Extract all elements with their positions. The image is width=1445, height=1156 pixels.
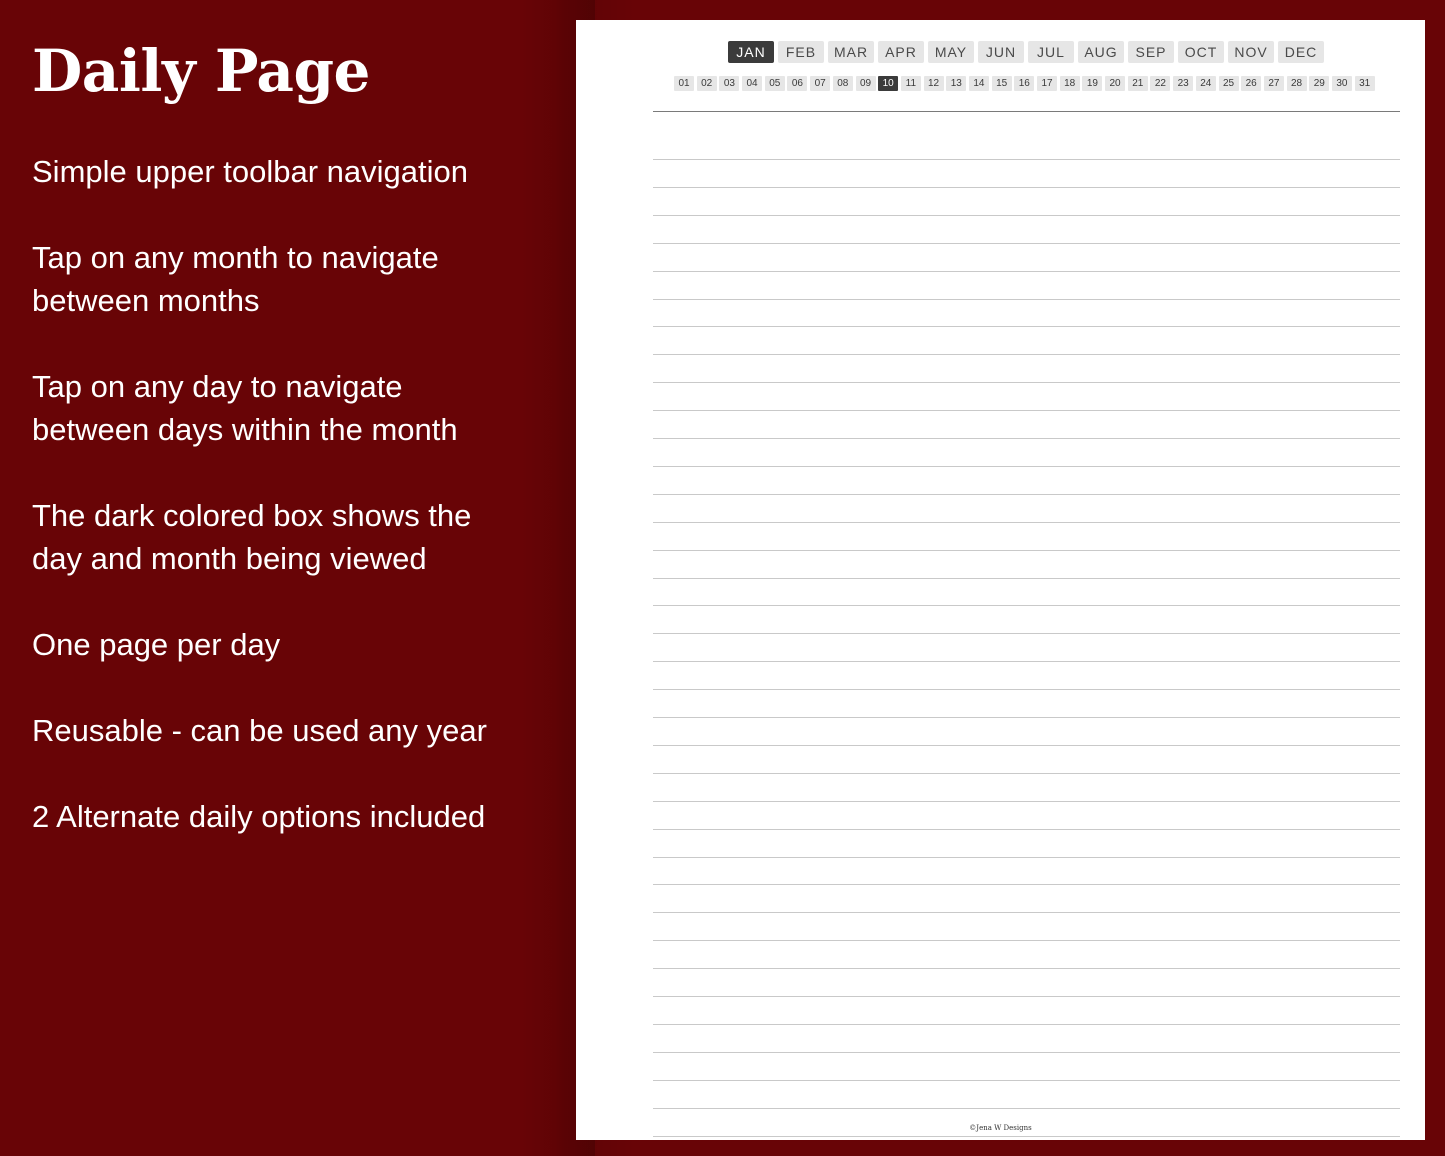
writing-line — [653, 717, 1400, 718]
feature-list — [32, 150, 532, 838]
month-toolbar — [728, 41, 1324, 63]
day-tab-26[interactable]: 26 — [1241, 76, 1261, 91]
writing-line — [653, 1136, 1400, 1137]
planner-page — [576, 20, 1425, 1140]
writing-line — [653, 494, 1400, 495]
month-tab-oct[interactable]: OCT — [1178, 41, 1224, 63]
feature-item — [32, 236, 532, 322]
day-tab-09[interactable]: 09 — [856, 76, 876, 91]
day-tab-22[interactable]: 22 — [1150, 76, 1170, 91]
writing-line — [653, 745, 1400, 746]
writing-line — [653, 857, 1400, 858]
day-tab-01[interactable]: 01 — [674, 76, 694, 91]
writing-line — [653, 215, 1400, 216]
writing-line — [653, 438, 1400, 439]
writing-line — [653, 271, 1400, 272]
day-tab-08[interactable]: 08 — [833, 76, 853, 91]
month-tab-dec[interactable]: DEC — [1278, 41, 1324, 63]
writing-line — [653, 578, 1400, 579]
feature-item — [32, 494, 532, 580]
feature-text: 2 Alternate daily options included — [32, 799, 486, 834]
writing-line — [653, 243, 1400, 244]
feature-text: between days within the month — [32, 412, 458, 447]
day-tab-21[interactable]: 21 — [1128, 76, 1148, 91]
writing-line — [653, 354, 1400, 355]
writing-line — [653, 1080, 1400, 1081]
copyright-text: ©Jena W Designs — [969, 1124, 1032, 1132]
writing-line — [653, 326, 1400, 327]
writing-line — [653, 382, 1400, 383]
writing-line — [653, 466, 1400, 467]
feature-text: Tap on any day to navigate — [32, 369, 403, 404]
feature-text: between months — [32, 283, 260, 318]
day-tab-03[interactable]: 03 — [719, 76, 739, 91]
feature-item — [32, 795, 532, 838]
day-tab-24[interactable]: 24 — [1196, 76, 1216, 91]
feature-item — [32, 365, 532, 451]
month-tab-feb[interactable]: FEB — [778, 41, 824, 63]
month-tab-nov[interactable]: NOV — [1228, 41, 1274, 63]
day-tab-19[interactable]: 19 — [1082, 76, 1102, 91]
writing-line — [653, 1108, 1400, 1109]
day-tab-07[interactable]: 07 — [810, 76, 830, 91]
writing-line — [653, 912, 1400, 913]
month-tab-sep[interactable]: SEP — [1128, 41, 1174, 63]
month-tab-jul[interactable]: JUL — [1028, 41, 1074, 63]
writing-line — [653, 884, 1400, 885]
day-tab-31[interactable]: 31 — [1355, 76, 1375, 91]
feature-text: One page per day — [32, 627, 281, 662]
feature-item — [32, 150, 532, 193]
feature-text: Tap on any month to navigate — [32, 240, 439, 275]
writing-line — [653, 996, 1400, 997]
writing-line — [653, 661, 1400, 662]
day-tab-29[interactable]: 29 — [1309, 76, 1329, 91]
month-tab-jun[interactable]: JUN — [978, 41, 1024, 63]
month-tab-apr[interactable]: APR — [878, 41, 924, 63]
day-tab-23[interactable]: 23 — [1173, 76, 1193, 91]
writing-line — [653, 940, 1400, 941]
writing-line — [653, 801, 1400, 802]
day-tab-28[interactable]: 28 — [1287, 76, 1307, 91]
writing-line — [653, 550, 1400, 551]
day-tab-27[interactable]: 27 — [1264, 76, 1284, 91]
feature-text: Simple upper toolbar navigation — [32, 154, 468, 189]
feature-item — [32, 623, 532, 666]
writing-line — [653, 299, 1400, 300]
day-tab-20[interactable]: 20 — [1105, 76, 1125, 91]
feature-panel — [32, 36, 532, 881]
writing-line — [653, 968, 1400, 969]
writing-line — [653, 159, 1400, 160]
writing-line — [653, 689, 1400, 690]
writing-line — [653, 410, 1400, 411]
writing-line — [653, 1024, 1400, 1025]
page-title: Daily Page — [32, 37, 370, 105]
day-tab-02[interactable]: 02 — [697, 76, 717, 91]
feature-text: day and month being viewed — [32, 541, 427, 576]
day-tab-04[interactable]: 04 — [742, 76, 762, 91]
day-toolbar — [674, 76, 1375, 91]
feature-text: The dark colored box shows the — [32, 498, 472, 533]
day-tab-06[interactable]: 06 — [787, 76, 807, 91]
feature-text: Reusable - can be used any year — [32, 713, 487, 748]
writing-line — [653, 605, 1400, 606]
month-tab-aug[interactable]: AUG — [1078, 41, 1124, 63]
header-divider — [653, 111, 1400, 112]
writing-line — [653, 773, 1400, 774]
day-tab-12[interactable]: 12 — [924, 76, 944, 91]
day-tab-05[interactable]: 05 — [765, 76, 785, 91]
day-tab-14[interactable]: 14 — [969, 76, 989, 91]
day-tab-18[interactable]: 18 — [1060, 76, 1080, 91]
day-tab-25[interactable]: 25 — [1219, 76, 1239, 91]
writing-line — [653, 829, 1400, 830]
day-tab-10[interactable]: 10 — [878, 76, 898, 91]
day-tab-11[interactable]: 11 — [901, 76, 921, 91]
writing-line — [653, 1052, 1400, 1053]
month-tab-jan[interactable]: JAN — [728, 41, 774, 63]
day-tab-30[interactable]: 30 — [1332, 76, 1352, 91]
writing-line — [653, 633, 1400, 634]
month-tab-mar[interactable]: MAR — [828, 41, 874, 63]
day-tab-13[interactable]: 13 — [946, 76, 966, 91]
day-tab-15[interactable]: 15 — [992, 76, 1012, 91]
feature-item — [32, 709, 532, 752]
day-tab-16[interactable]: 16 — [1014, 76, 1034, 91]
month-tab-may[interactable]: MAY — [928, 41, 974, 63]
day-tab-17[interactable]: 17 — [1037, 76, 1057, 91]
writing-line — [653, 522, 1400, 523]
writing-line — [653, 187, 1400, 188]
